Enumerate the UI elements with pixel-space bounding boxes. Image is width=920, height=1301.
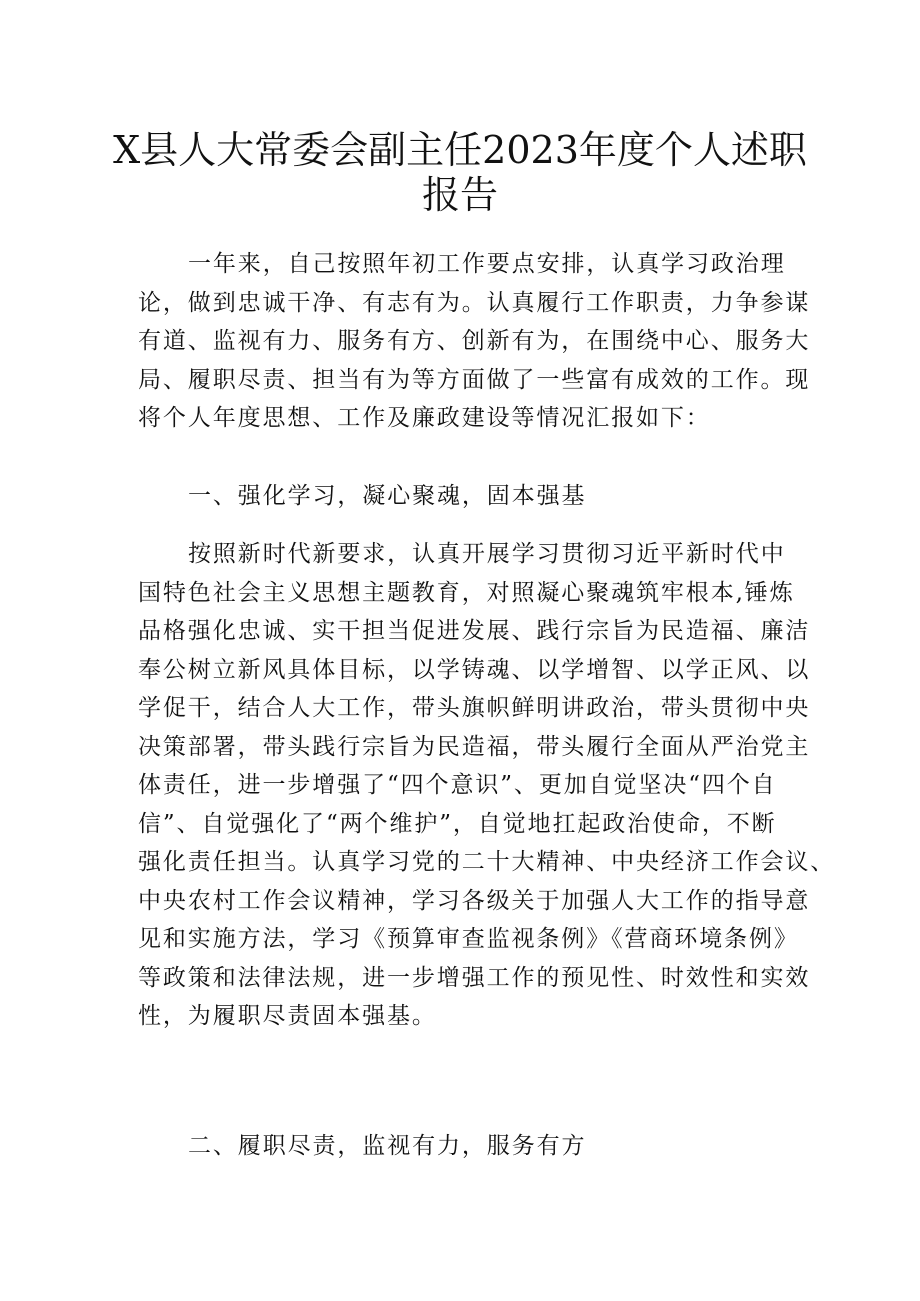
section-1-line: 决策部署，带头践行宗旨为民造福，带头履行全面从严治党主 bbox=[138, 733, 811, 760]
section-1-line: 信”、自觉强化了“两个维护”，自觉地扛起政治使命，不断 bbox=[138, 810, 777, 837]
section-1-line: 性，为履职尽责固本强基。 bbox=[138, 1003, 437, 1029]
section-1-line: 按照新时代新要求，认真开展学习贯彻习近平新时代中 bbox=[188, 541, 786, 567]
section-1-line: 奉公树立新风具体目标，以学铸魂、以学增智、以学正风、以 bbox=[138, 656, 811, 683]
section-1-line: 见和实施方法，学习《预算审查监视条例》《营商环境条例》 bbox=[138, 926, 799, 952]
intro-line: 有道、监视有力、服务有方、创新有为，在围绕中心、服务大 bbox=[138, 328, 811, 354]
intro-paragraph bbox=[138, 245, 811, 438]
intro-line: 一年来，自己按照年初工作要点安排，认真学习政治理 bbox=[188, 251, 786, 277]
section-1-paragraph bbox=[138, 535, 836, 1036]
section-2-heading: 二、履职尽责，监视有力，服务有方 bbox=[188, 1133, 587, 1159]
document-title-line-1: X县人大常委会副主任2023年度个人述职 bbox=[113, 128, 807, 172]
intro-line: 论，做到忠诚干净、有志有为。认真履行工作职责，力争参谋 bbox=[138, 289, 811, 316]
intro-line: 将个人年度思想、工作及廉政建设等情况汇报如下： bbox=[138, 405, 711, 431]
intro-line: 局、履职尽责、担当有为等方面做了一些富有成效的工作。现 bbox=[138, 366, 811, 393]
section-1-line: 体责任，进一步增强了“四个意识”、更加自觉坚决“四个自 bbox=[138, 772, 777, 798]
section-1-line: 等政策和法律法规，进一步增强工作的预见性、时效性和实效 bbox=[138, 964, 811, 991]
section-1-line: 学促干，结合人大工作，带头旗帜鲜明讲政治，带头贯彻中央 bbox=[138, 695, 811, 721]
section-1-line: 品格强化忠诚、实干担当促进发展、践行宗旨为民造福、廉洁 bbox=[138, 618, 811, 644]
section-1-line: 国特色社会主义思想主题教育，对照凝心聚魂筑牢根本,锤炼 bbox=[138, 579, 795, 606]
section-1-line: 强化责任担当。认真学习党的二十大精神、中央经济工作会议、 bbox=[138, 849, 836, 875]
section-1-line: 中央农村工作会议精神，学习各级关于加强人大工作的指导意 bbox=[138, 887, 811, 914]
section-1-heading: 一、强化学习，凝心聚魂，固本强基 bbox=[188, 483, 587, 509]
document-title-line-2: 报告 bbox=[421, 173, 498, 217]
